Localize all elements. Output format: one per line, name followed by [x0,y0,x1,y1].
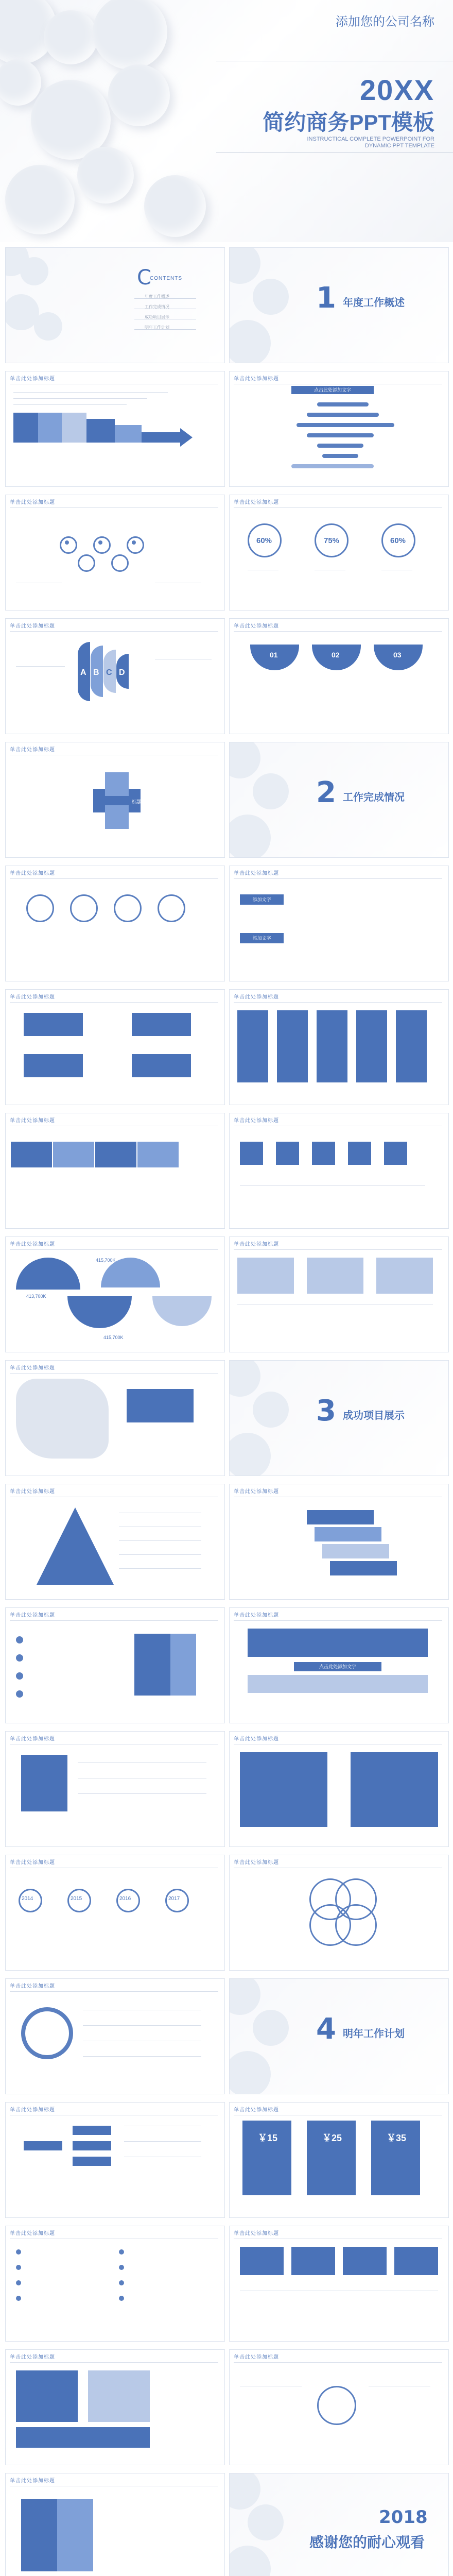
abcd-slide: 单击此处添加标题 A B C D [5,618,225,734]
slide-row [0,618,453,736]
list-cubes-slide [5,1607,225,1723]
slide-title: 单击此处添加标题 [234,621,442,632]
decorative-blob [5,165,75,234]
slide-row [0,1236,453,1354]
profile-slide [229,2349,449,2465]
slide-title: 单击此处添加标题 [10,869,218,879]
year-4: 2017 [168,1896,180,1902]
section-number: 3 [316,1394,336,1428]
slide-title: 单击此处添加标题 [10,1734,218,1744]
panel-caption: 点击此处添加文字 [294,1662,381,1671]
slide-title: 单击此处添加标题 [10,1363,218,1374]
year-2: 2015 [71,1896,82,1902]
cover-year: 20XX [360,74,434,106]
slide-title: 单击此处添加标题 [10,2476,218,2486]
section-slide-2 [229,742,449,858]
arrow-process-slide [5,371,225,487]
section-slide-1 [229,247,449,363]
section-slide-3 [229,1360,449,1476]
project-summary-slide [5,2349,225,2465]
slide-title: 单击此处添加标题 [10,1981,218,1992]
slide-title: 单击此处添加标题 [10,992,218,1003]
slide-title: 单击此处添加标题 [10,1116,218,1126]
slide-title: 单击此处添加标题 [234,2105,442,2115]
slide-title: 单击此处添加标题 [10,621,218,632]
callouts-slide [229,866,449,981]
cover-slide [0,0,453,242]
chart-header: 点击此处添加文字 [291,386,374,394]
slide-title: 单击此处添加标题 [10,2229,218,2239]
decorative-blob [44,10,98,64]
cover-title: 简约商务PPT模板 [263,110,434,134]
slide-title: 单击此处添加标题 [234,992,442,1003]
price-2: ￥25 [322,2133,342,2143]
icon-panels-slide [229,1607,449,1723]
percent-3: 60% [390,536,406,545]
callout-2: 添加文字 [240,933,284,943]
year-1: 2014 [22,1896,33,1902]
slide-title: 单击此处添加标题 [10,1611,218,1621]
decorative-blob [108,64,170,126]
radial-list-slide [5,1978,225,2094]
slide-title: 单击此处添加标题 [234,2352,442,2363]
slide-title: 单击此处添加标题 [234,869,442,879]
slide-title: 单击此处添加标题 [234,1611,442,1621]
double-panels-slide [229,1731,449,1847]
slide-row [0,1360,453,1478]
contents-item-1: 年度工作概述 [145,294,169,299]
slide-row [0,989,453,1107]
decorative-blob [93,0,167,70]
decorative-blob [77,147,134,204]
slide-title: 单击此处添加标题 [10,2352,218,2363]
house-chevrons-slide [5,1113,225,1229]
year-3: 2016 [119,1896,131,1902]
slide-row [0,1484,453,1602]
final-diagram-slide [5,2473,225,2576]
slide-row [0,2102,453,2220]
title-nodes-slide [5,742,225,858]
slide-row [0,2349,453,2467]
slide-title: 单击此处添加标题 [10,745,218,755]
section-number: 1 [316,281,336,315]
org-chart-slide [5,2102,225,2218]
callout-1: 添加文字 [240,894,284,905]
timeline-icons-slide [229,1113,449,1229]
slide-title: 单击此处添加标题 [10,2105,218,2115]
section-number: 2 [316,776,336,809]
thanks-message: 感谢您的耐心观看 [309,2534,425,2550]
pyramid-slide [5,1484,225,1600]
contents-item-2: 工作完成情况 [145,304,169,309]
contents-label: CONTENTS [150,276,182,281]
slide-row [0,1113,453,1231]
percent-circles-slide [229,495,449,611]
dual-list-slide [5,2226,225,2342]
decorative-blob [0,59,41,106]
percent-2: 75% [324,536,340,545]
slide-title: 单击此处添加标题 [10,374,218,384]
slide-title: 单击此处添加标题 [10,1858,218,1868]
device-slide [5,1731,225,1847]
step-3: 03 [393,651,402,659]
slide-title: 单击此处添加标题 [234,1734,442,1744]
contents-slide [5,247,225,363]
company-name: 添加您的公司名称 [336,15,434,29]
icon-boxes-slide [5,989,225,1105]
slide-title: 单击此处添加标题 [234,2229,442,2239]
decorative-blob [144,175,206,237]
slide-title: 单击此处添加标题 [234,1487,442,1497]
slide-title: 单击此处添加标题 [234,374,442,384]
contents-item-4: 明年工作计划 [145,325,169,330]
slide-title: 单击此处添加标题 [234,1116,442,1126]
step-1: 01 [270,651,278,659]
photo-gallery-slide [229,1236,449,1352]
contents-item-3: 成功项目展示 [145,315,169,319]
node-label: 标题 [132,800,142,805]
section-title: 工作完成情况 [343,792,405,803]
section-title: 成功项目展示 [343,1410,405,1421]
thanks-slide [229,2473,449,2576]
slide-title: 单击此处添加标题 [10,1487,218,1497]
semicircle-steps-slide [229,618,449,734]
slide-row [0,371,453,489]
value-3: 415,700K [103,1335,124,1340]
price-1: ￥15 [258,2133,278,2143]
section-title: 年度工作概述 [343,297,405,309]
hexagon-slide [5,495,225,611]
slide-title: 单击此处添加标题 [234,1240,442,1250]
slide-title: 单击此处添加标题 [10,1240,218,1250]
slide-row [0,1978,453,2096]
pricing-slide [229,2102,449,2218]
slide-row [0,1607,453,1725]
section-slide-4 [229,1978,449,2094]
slide-title: 单击此处添加标题 [10,498,218,508]
thanks-year: 2018 [379,2507,428,2528]
slide-row [0,247,453,365]
ring-diagram-slide [229,1855,449,1971]
cover-subtitle: INSTRUCTICAL COMPLETE POWERPOINT FOR DYNAMIC PPT TEMPLATE [307,136,434,149]
slide-row [0,495,453,613]
card-columns-slide [229,989,449,1105]
timeline-years-slide [5,1855,225,1971]
map-slide [5,1360,225,1476]
slide-row [0,1855,453,1973]
arrow-steps-slide [229,1484,449,1600]
slide-title: 单击此处添加标题 [234,498,442,508]
section-title: 明年工作计划 [343,2028,405,2040]
semicircle-data-slide [5,1236,225,1352]
contents-c-icon: C [137,266,151,290]
slide-row [0,2473,453,2576]
step-2: 02 [332,651,340,659]
slide-row [0,1731,453,1849]
section-number: 4 [316,2012,336,2046]
four-panel-slide [229,2226,449,2342]
percent-1: 60% [256,536,272,545]
icon-circles-slide [5,866,225,981]
slide-row [0,742,453,860]
slide-row [0,2226,453,2344]
slide-row [0,866,453,984]
value-2: 413,700K [26,1294,46,1299]
horizontal-bars-slide [229,371,449,487]
slide-title: 单击此处添加标题 [234,1858,442,1868]
value-1: 415,700K [96,1258,116,1263]
price-3: ￥35 [387,2133,407,2143]
